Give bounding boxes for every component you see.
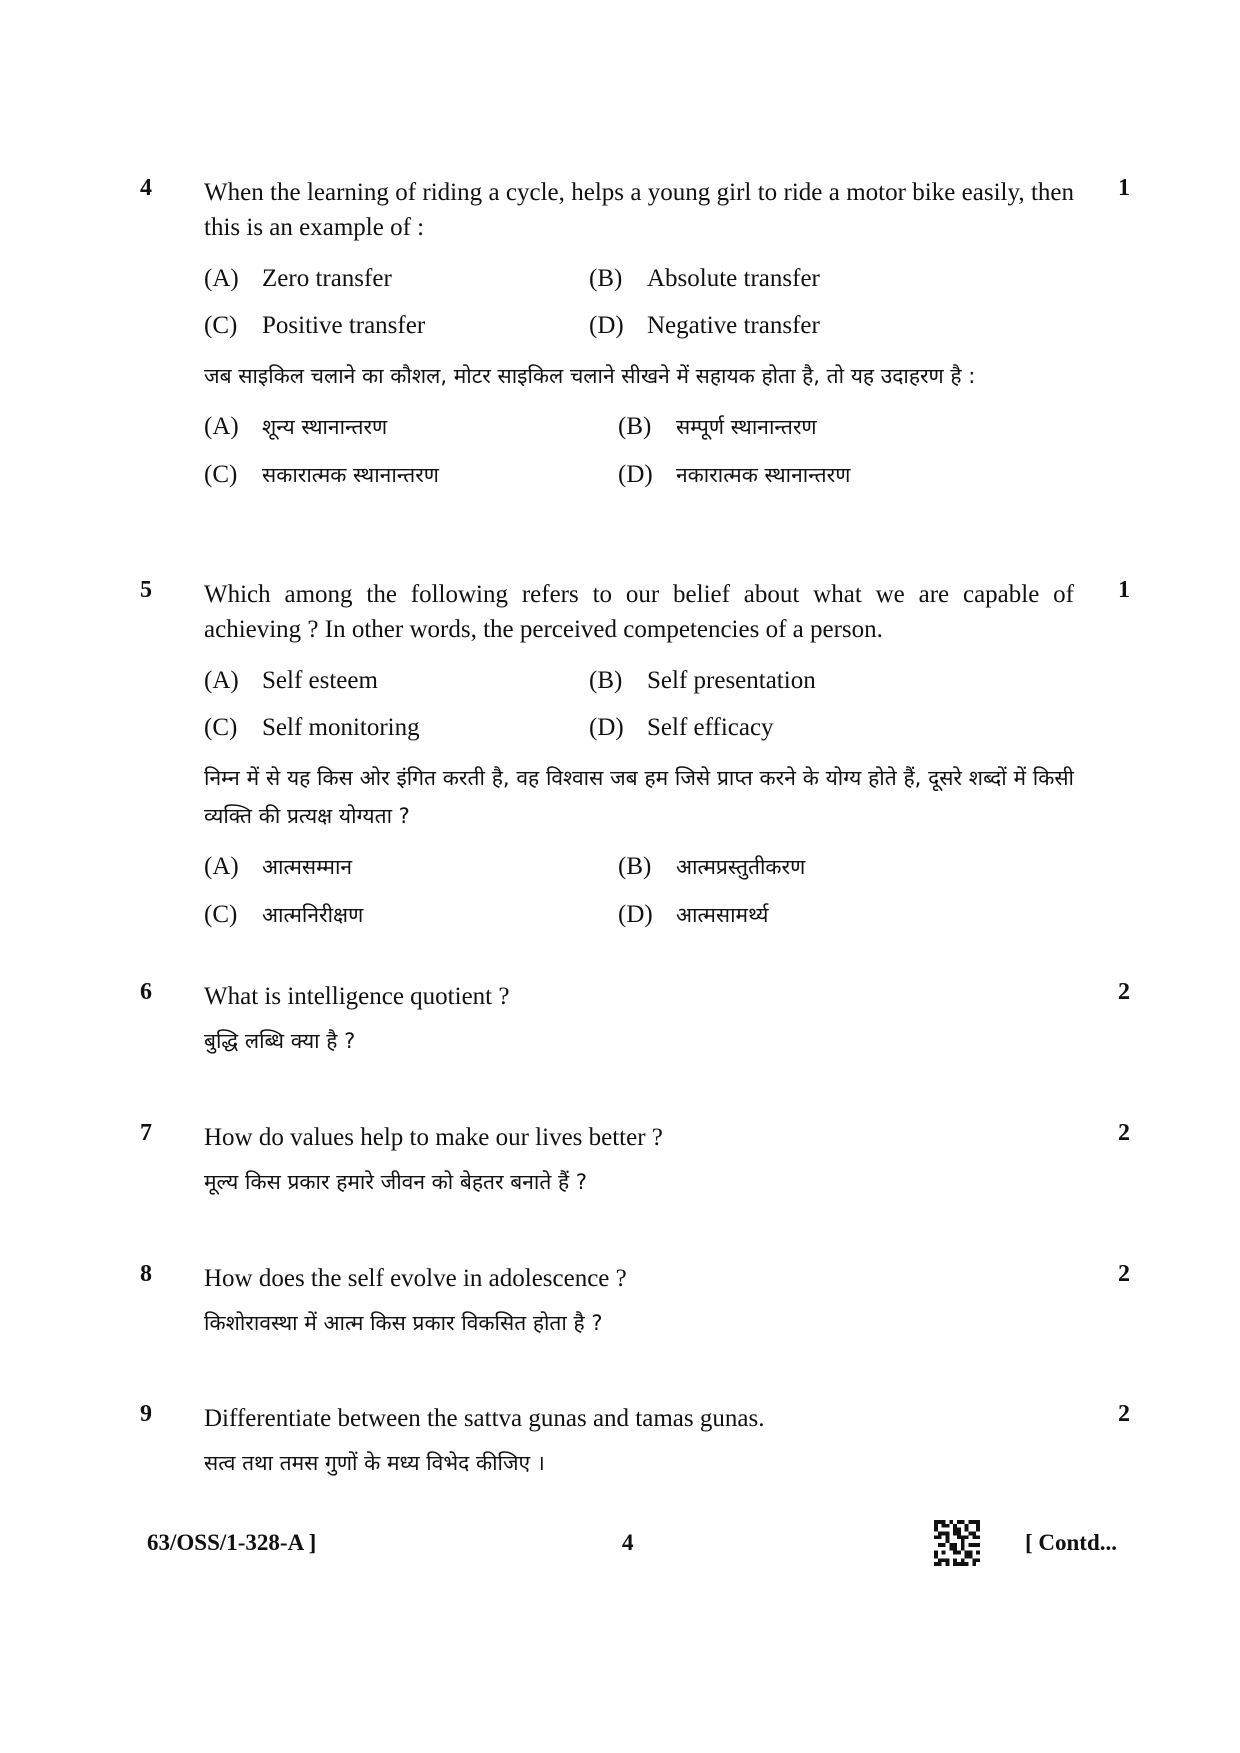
question-number: 5 xyxy=(140,577,152,603)
question-number: 7 xyxy=(140,1120,152,1146)
option-a-hindi: (A) आत्मसम्मान xyxy=(204,853,353,880)
question-text-english: How do values help to make our lives better ? xyxy=(204,1124,663,1151)
option-c: (C) Self monitoring xyxy=(204,714,420,741)
question-text-hindi: निम्न में से यह किस ओर इंगित करती है, वह विश्वास जब हम जिसे प्राप्त करने के योग्य होते हैं, दूसरे शब्दों में किसी व्यक्ति की प्रत्यक्ष योग्यता ? xyxy=(204,766,1074,828)
question-text-english: Which among the following refers to our belief about what we are capable of achieving ? In other words, the perceived competencies of a person. xyxy=(204,581,1074,643)
question-6 xyxy=(140,979,1130,1060)
question-marks: 2 xyxy=(1118,979,1130,1005)
question-marks: 2 xyxy=(1118,1261,1130,1287)
option-a: (A) Zero transfer xyxy=(204,265,392,292)
question-text-hindi: मूल्य किस प्रकार हमारे जीवन को बेहतर बनाते हैं ? xyxy=(204,1170,587,1194)
option-a: (A) Self esteem xyxy=(204,667,378,694)
question-number: 4 xyxy=(140,175,152,201)
continued-label: [ Contd... xyxy=(1024,1530,1117,1555)
option-d-hindi: (D) आत्मसामर्थ्य xyxy=(618,901,769,928)
question-7 xyxy=(140,1120,1130,1201)
question-marks: 1 xyxy=(1118,175,1130,201)
option-b-hindi: (B) सम्पूर्ण स्थानान्तरण xyxy=(618,413,817,440)
question-text-english: Differentiate between the sattva gunas and tamas gunas. xyxy=(204,1405,765,1432)
question-text-hindi: बुद्धि लब्धि क्या है ? xyxy=(204,1029,356,1053)
question-marks: 2 xyxy=(1118,1120,1130,1146)
option-a-hindi: (A) शून्य स्थानान्तरण xyxy=(204,413,388,440)
option-c-hindi: (C) आत्मनिरीक्षण xyxy=(204,901,364,928)
option-c-hindi: (C) सकारात्मक स्थानान्तरण xyxy=(204,461,439,488)
question-text-hindi: जब साइकिल चलाने का कौशल, मोटर साइकिल चलाने सीखने में सहायक होता है, तो यह उदाहरण है : xyxy=(204,364,976,388)
question-9 xyxy=(140,1401,1130,1482)
question-4 xyxy=(140,175,1130,499)
option-d-hindi: (D) नकारात्मक स्थानान्तरण xyxy=(618,461,851,488)
option-d: (D) Self efficacy xyxy=(589,714,774,741)
question-text-english: When the learning of riding a cycle, helps a young girl to ride a motor bike easily, then this is an example of : xyxy=(204,179,1074,241)
qr-code-icon xyxy=(934,1520,980,1566)
question-marks: 2 xyxy=(1118,1401,1130,1427)
options-hindi xyxy=(204,843,1074,939)
question-text-english: How does the self evolve in adolescence ? xyxy=(204,1265,627,1292)
question-8 xyxy=(140,1261,1130,1342)
option-b-hindi: (B) आत्मप्रस्तुतीकरण xyxy=(618,853,806,880)
option-c: (C) Positive transfer xyxy=(204,312,426,339)
page-footer xyxy=(147,1530,1117,1570)
option-b: (B) Self presentation xyxy=(589,667,816,694)
option-b: (B) Absolute transfer xyxy=(589,265,820,292)
question-number: 6 xyxy=(140,979,152,1005)
options-english xyxy=(204,657,1074,751)
options-english xyxy=(204,255,1074,349)
question-text-english: What is intelligence quotient ? xyxy=(204,983,510,1010)
question-5 xyxy=(140,577,1130,939)
question-text-hindi: किशोरावस्था में आत्म किस प्रकार विकसित होता है ? xyxy=(204,1311,603,1335)
question-number: 9 xyxy=(140,1401,152,1427)
question-marks: 1 xyxy=(1118,577,1130,603)
options-hindi xyxy=(204,403,1074,499)
page-number: 4 xyxy=(622,1530,634,1555)
question-number: 8 xyxy=(140,1261,152,1287)
paper-code: 63/OSS/1-328-A ] xyxy=(147,1530,317,1555)
question-text-hindi: सत्व तथा तमस गुणों के मध्य विभेद कीजिए । xyxy=(204,1451,545,1475)
option-d: (D) Negative transfer xyxy=(589,312,820,339)
